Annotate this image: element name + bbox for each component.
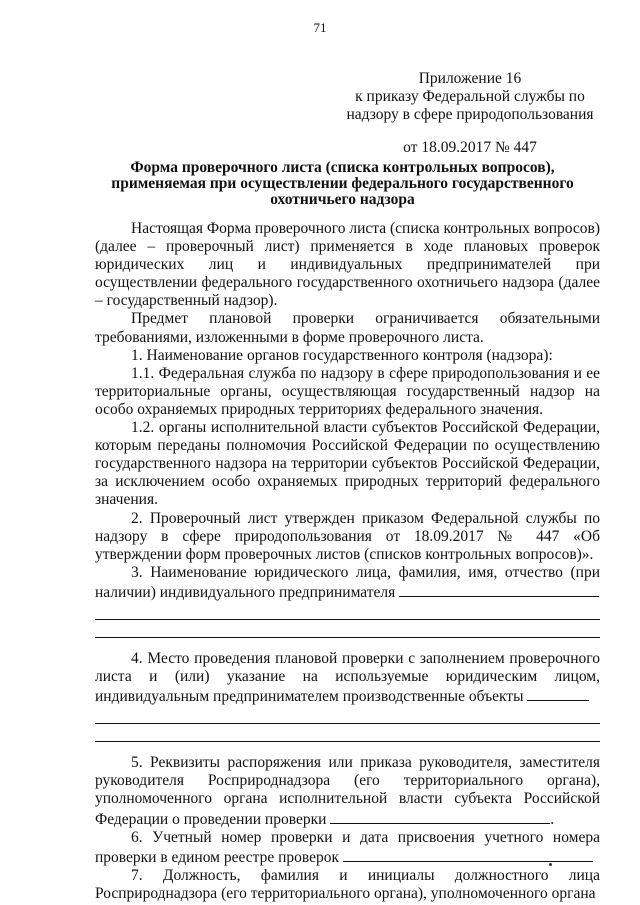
scan-speck: [549, 863, 552, 866]
document-body: [95, 220, 600, 903]
paragraph-2: 2. Проверочный лист утвержден приказом Федеральной службы по надзору в сфере природопользования от 18.09.2017 № 447 «Об утверждении форм проверочных листов (списков контрольных вопросов)».: [95, 509, 600, 563]
appendix-line-2: к приказу Федеральной службы по: [355, 88, 585, 105]
paragraph-1-1: 1.1. Федеральная служба по надзору в сфере природопользования и ее территориальные органы, осуществляющая государственный надзор на особо охраняемых природных территориях федерального значения.: [95, 364, 600, 418]
organization-name-field[interactable]: [399, 582, 599, 597]
paragraph-3: [95, 564, 600, 602]
page-number: 71: [313, 20, 327, 35]
title-line-2: применяемая при осуществлении федерального государственного: [111, 175, 574, 192]
inspection-place-line-3[interactable]: [95, 724, 600, 742]
inspection-number-field[interactable]: [343, 847, 593, 862]
paragraph-subject: Предмет плановой проверки ограничивается обязательными требованиями, изложенными в форме проверочного листа.: [95, 310, 600, 346]
appendix-header: [330, 70, 610, 157]
inspection-place-line-2[interactable]: [95, 706, 600, 724]
paragraph-3-text: 3. Наименование юридического лица, фамилия, имя, отчество (при наличии) индивидуального предпринимателя: [95, 563, 600, 601]
paragraph-7: 7. Должность, фамилия и инициалы должностного лица Росприроднадзора (его территориального органа), уполномоченного органа: [95, 866, 600, 902]
paragraph-5-end: .: [550, 810, 555, 828]
paragraph-intro: Настоящая Форма проверочного листа (списка контрольных вопросов) (далее – проверочный лист) применяется в ходе плановых проверок юридических лиц и индивидуальных предпринимателей при осуществлении федерального государственного охотничьего надзора (далее – государственный надзор).: [95, 220, 600, 310]
inspection-place-field[interactable]: [527, 686, 589, 701]
title-line-1: Форма проверочного листа (списка контрольных вопросов),: [130, 159, 555, 176]
document-title: [95, 160, 590, 208]
organization-name-line-3[interactable]: [95, 620, 600, 638]
title-line-3: охотничьего надзора: [270, 191, 415, 208]
appendix-order: от 18.09.2017 № 447: [403, 139, 537, 156]
paragraph-6: [95, 829, 600, 867]
paragraph-6-text: 6. Учетный номер проверки и дата присвоения учетного номера проверки в едином реестре проверок: [95, 828, 600, 866]
paragraph-4-text: 4. Место проведения плановой проверки с заполнением проверочного листа и (или) указание на используемые юридическим лицом, индивидуальным предпринимателем производственные объекты: [95, 649, 600, 706]
paragraph-5-text: 5. Реквизиты распоряжения или приказа руководителя, заместителя руководителя Росприроднадзора (его территориального органа), уполномоченного органа исполнительной власти субъекта Российской Федерации о проведении проверки: [95, 754, 600, 828]
appendix-line-1: Приложение 16: [418, 70, 522, 87]
paragraph-5: [95, 754, 600, 828]
paragraph-1: 1. Наименование органов государственного контроля (надзора):: [131, 346, 553, 364]
order-details-field[interactable]: [330, 809, 550, 824]
organization-name-line-2[interactable]: [95, 602, 600, 620]
appendix-line-3: надзору в сфере природопользования: [346, 106, 594, 123]
paragraph-4: [95, 650, 600, 706]
paragraph-1-2: 1.2. органы исполнительной власти субъектов Российской Федерации, которым переданы полномочия Российской Федерации по осуществлению государственного надзора на территории субъектов Российской Федерации, за исключением особо охраняемых природных территорий федерального значения.: [95, 419, 600, 509]
